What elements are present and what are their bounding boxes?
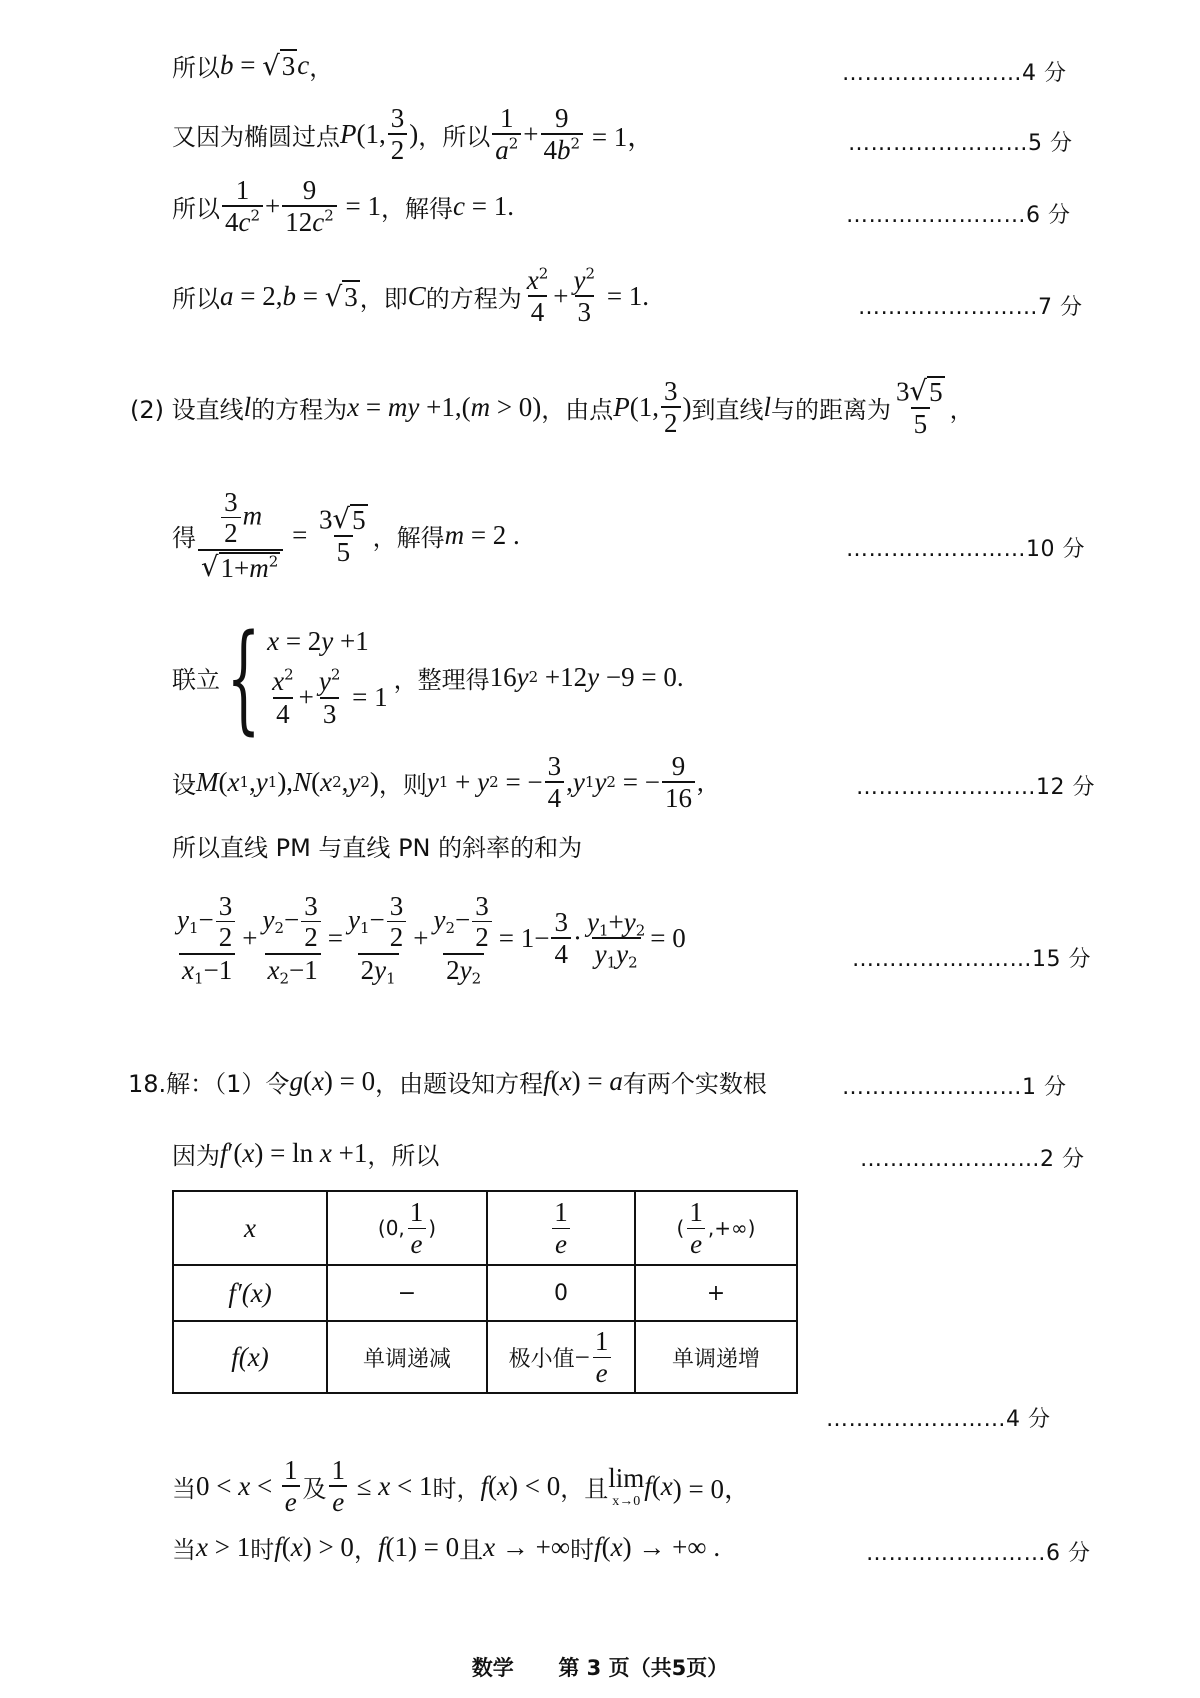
table-cell-decreasing: 单调递减 xyxy=(362,1346,451,1372)
table-row xyxy=(173,1191,797,1265)
table-cell-f: f(x) xyxy=(231,1341,269,1372)
score-1: ……………………1 分 xyxy=(842,1075,1067,1100)
table-cell-sign-neg: − xyxy=(397,1280,417,1306)
line-ellipse-equation: 所以 a = 2, b = √ 3 ，即 C 的方程为 $\frac{x^2}{4}$ + $\frac{y^2}{3}$ = 1. xyxy=(172,264,650,328)
line-interval-positive: 当 x > 1 时 f ( x ) > 0 ， f (1) = 0 且 x → +∞ 时 f ( x ) → +∞ . xyxy=(172,1532,721,1564)
line-ellipse-point: 又因为椭圆过点 P (1, $\frac{3}{2}$ ) ，所以 $\frac{1}{a^2}$ + $\frac{9}{4b^2}$ = 1， xyxy=(172,103,655,166)
line-derivative: 因为 f ′( x ) = ln x +1 ，所以 xyxy=(172,1138,440,1170)
score-6: ……………………6 分 xyxy=(846,203,1071,228)
line-part2-setup: (2) 设直线 l 的方程为 x = my +1,( m > 0) ，由点 P (1, $\frac{3}{2}$ ) 到直线 l 与的距离为 3 √ 5 5 ， xyxy=(130,375,974,440)
line-solve-m: 得 $\frac{3}{2}$ m √ $1+m^2$ = 3 √ 5 5 ，解得 m = 2 . xyxy=(172,487,520,584)
score-6b: ……………………6 分 xyxy=(866,1541,1091,1566)
table-cell-minimum: 极小值 xyxy=(508,1346,575,1372)
table-cell-sign-zero: 0 xyxy=(554,1280,568,1306)
footer-page-number: 第 3 页（共5页） xyxy=(558,1656,729,1680)
line-slope-calc: $y_1-$ $\frac{3}{2}$ $x_1-1$ + $y_2-$ $\frac{3}{2}$ $x_2-1$ = $y_1-$ $\frac{3}{2}$ $2y_1$ + $y_2-$ $\frac{3}{2}$ $2y_2$ = 1− $\frac{3}{4}$ · $\frac{y_1+y_2}{y_1y_2}$ = 0 xyxy=(177,891,686,988)
line-solve-c: 所以 $\frac{1}{4c^2}$ + $\frac{9}{12c^2}$ = 1 ，解得 c = 1. xyxy=(172,175,514,238)
score-12: ……………………12 分 xyxy=(856,775,1095,800)
table-cell-increasing: 单调递增 xyxy=(671,1346,760,1372)
line-b-eq: 所以 b = √ 3 c ， xyxy=(172,50,334,82)
table-cell-fprime: f′(x) xyxy=(228,1277,272,1308)
table-header-x: x xyxy=(244,1212,256,1243)
score-2: ……………………2 分 xyxy=(860,1147,1085,1172)
score-10: ……………………10 分 xyxy=(846,537,1085,562)
line-vieta: 设 M ( x 1 , y 1 ), N ( x 2 , y 2 ) ，则 y 1 + y 2 = − $\frac{3}{4}$ , y 1 y 2 = − $\frac{9}{16}$ , xyxy=(172,751,704,814)
footer-subject: 数学 xyxy=(471,1656,514,1680)
score-4: ……………………4 分 xyxy=(842,61,1067,86)
line-system: 联立 { x = 2y +1 $\frac{x^2}{4}$ + $\frac{y^2}{3}$ = 1 ，整理得 16 y 2 +12 y −9 = 0. xyxy=(172,608,684,746)
line-interval-negative: 当 0 < x < $\frac{1}{e}$ 及 $\frac{1}{e}$ ≤ x < 1 时， f ( x ) < 0 ，且 lim x→0 f ( x ) = 0， xyxy=(172,1455,751,1518)
table-header-critical: $\frac{1}{e}$ xyxy=(551,1198,571,1258)
line-slope-sum: 所以直线 PM 与直线 PN 的斜率的和为 xyxy=(172,834,583,862)
score-7: ……………………7 分 xyxy=(858,295,1083,320)
table-cell-sign-pos: + xyxy=(706,1280,726,1306)
score-15: ……………………15 分 xyxy=(852,947,1091,972)
line-q18-part1: 18.解：（1）令 g ( x ) = 0 ，由题设知方程 f ( x ) = a 有两个实数根 xyxy=(128,1066,767,1098)
sign-table xyxy=(172,1190,798,1394)
table-header-interval-right: ( $\frac{1}{e}$ ,+∞) xyxy=(676,1197,756,1259)
page-footer xyxy=(0,1652,1200,1682)
table-row: f(x) 单调递减 极小值 − $\frac{1}{e}$ 单调递增 xyxy=(173,1321,797,1393)
table-header-interval-left: (0, $\frac{1}{e}$ ) xyxy=(377,1197,437,1259)
score-5: ……………………5 分 xyxy=(848,131,1073,156)
table-row xyxy=(173,1265,797,1321)
score-4b: ……………………4 分 xyxy=(826,1407,1051,1432)
